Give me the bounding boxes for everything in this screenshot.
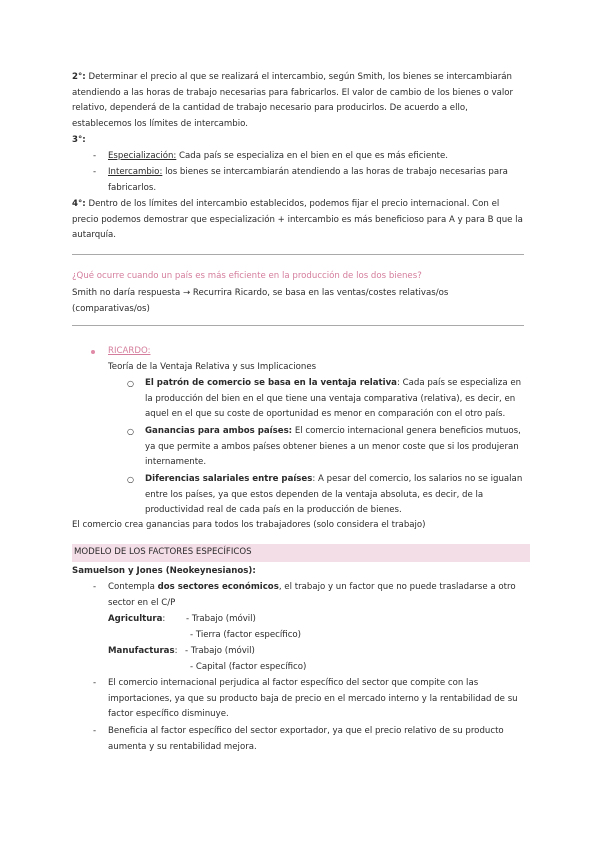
ricardo-item-bold: El patrón de comercio se basa en la ventaja relativa: [145, 378, 397, 388]
ricardo-item-3: [145, 472, 525, 519]
authors-heading: Samuelson y Jones (Neokeynesianos):: [72, 566, 256, 576]
paragraph-2-text: Determinar el precio al que se realizará el intercambio, según Smith, los bienes se intercambiarán atendiendo a las horas de trabajo necesarias para fabricarlos. El valor de cambio de los bienes o valor relativo, dependerá de la cantidad de trabajo necesario para producirlos. De acuerdo a ello, establecemos los límites de intercambio.: [72, 72, 514, 129]
paragraph-3-label: 3°:: [72, 135, 86, 145]
modelo-item-1: [108, 580, 526, 611]
divider: [72, 254, 524, 255]
modelo-item-2: El comercio internacional perjudica al factor específico del sector que compite con las importaciones, ya que su producto baja de precio en el mercado interno y la rentabilidad de su factor específico disminuye.: [108, 678, 518, 720]
list-item-especializacion: [108, 149, 524, 165]
colon: :: [174, 646, 178, 656]
paragraph-2: [72, 70, 524, 132]
question-heading: ¿Qué ocurre cuando un país es más eficiente en la producción de los dos bienes?: [72, 271, 422, 281]
ricardo-item-1: [145, 376, 527, 423]
term-especializacion: Especialización:: [108, 151, 177, 161]
modelo-item-bold: dos sectores económicos: [157, 582, 279, 592]
ricardo-item-text: : Cada país se especializa en la producción del bien en el que tiene una ventaja comparativa (relativa), es decir, en aquel en el que su coste de oportunidad es menor en comparación con el otro país.: [145, 378, 522, 420]
circle-bullet-icon: ○: [127, 379, 134, 388]
ricardo-item-bold: Ganancias para ambos países:: [145, 426, 293, 436]
ricardo-subtitle: Teoría de la Ventaja Relativa y sus Implicaciones: [108, 362, 317, 372]
agricultura-label: Agricultura: [108, 614, 163, 624]
paragraph-4: [72, 197, 526, 244]
manufacturas-row: [108, 644, 178, 660]
divider: [72, 325, 524, 326]
modelo-item-3: Beneficia al factor específico del sector exportador, ya que el precio relativo de su producto aumenta y su rentabilidad mejora.: [108, 726, 504, 752]
paragraph-4-text: Dentro de los límites del intercambio establecidos, podemos fijar el precio internacional. Con el precio podemos demostrar que especialización + intercambio es más beneficioso para A y para B que la autarquía.: [72, 199, 523, 241]
colon: :: [162, 614, 166, 624]
bullet-dash: -: [93, 151, 97, 161]
bullet-dash: -: [93, 167, 97, 177]
bullet-dash: -: [93, 582, 97, 592]
paragraph-4-label: 4°:: [72, 199, 86, 209]
question-answer: Smith no daría respuesta → Recurrira Ricardo, se basa en las ventas/costes relativas/os (comparativas/os): [72, 288, 449, 314]
circle-bullet-icon: ○: [127, 427, 134, 436]
bullet-dot-icon: [91, 350, 95, 354]
list-item-intercambio: [108, 165, 524, 196]
list-item-text: Cada país se especializa en el bien en el que es más eficiente.: [176, 151, 448, 161]
paragraph-2-label: 2°:: [72, 72, 86, 82]
section-heading: MODELO DE LOS FACTORES ESPECÍFICOS: [74, 547, 252, 557]
ricardo-item-2: [145, 424, 525, 471]
manufacturas-label: Manufacturas: [108, 646, 175, 656]
agricultura-row: [108, 612, 165, 628]
bullet-dash: -: [93, 678, 97, 688]
bullet-dash: -: [93, 726, 97, 736]
list-item-text: los bienes se intercambiarán atendiendo a las horas de trabajo necesarias para fabricarlos.: [108, 167, 508, 193]
agricultura-factor-2: - Tierra (factor específico): [190, 630, 302, 640]
ricardo-item-text: : A pesar del comercio, los salarios no se igualan entre los países, ya que estos dependen de la ventaja absoluta, es decir, de la productividad real de cada país en la producción de bienes.: [145, 474, 523, 516]
ricardo-conclusion: El comercio crea ganancias para todos los trabajadores (solo considera el trabajo): [72, 520, 426, 530]
manufacturas-factor-1: - Trabajo (móvil): [185, 646, 255, 656]
term-intercambio: Intercambio:: [108, 167, 163, 177]
circle-bullet-icon: ○: [127, 475, 134, 484]
ricardo-title: RICARDO:: [108, 346, 151, 356]
modelo-item-text: Contempla: [108, 582, 158, 592]
ricardo-item-bold: Diferencias salariales entre países: [145, 474, 313, 484]
ricardo-item-text: El comercio internacional genera beneficios mutuos, ya que permite a ambos países obtener bienes a un menor coste que si los produjeran internamente.: [145, 426, 521, 468]
modelo-item-text: , el trabajo y un factor que no puede trasladarse a otro sector en el C/P: [108, 582, 516, 608]
agricultura-factor-1: - Trabajo (móvil): [186, 614, 256, 624]
manufacturas-factor-2: - Capital (factor específico): [190, 662, 307, 672]
